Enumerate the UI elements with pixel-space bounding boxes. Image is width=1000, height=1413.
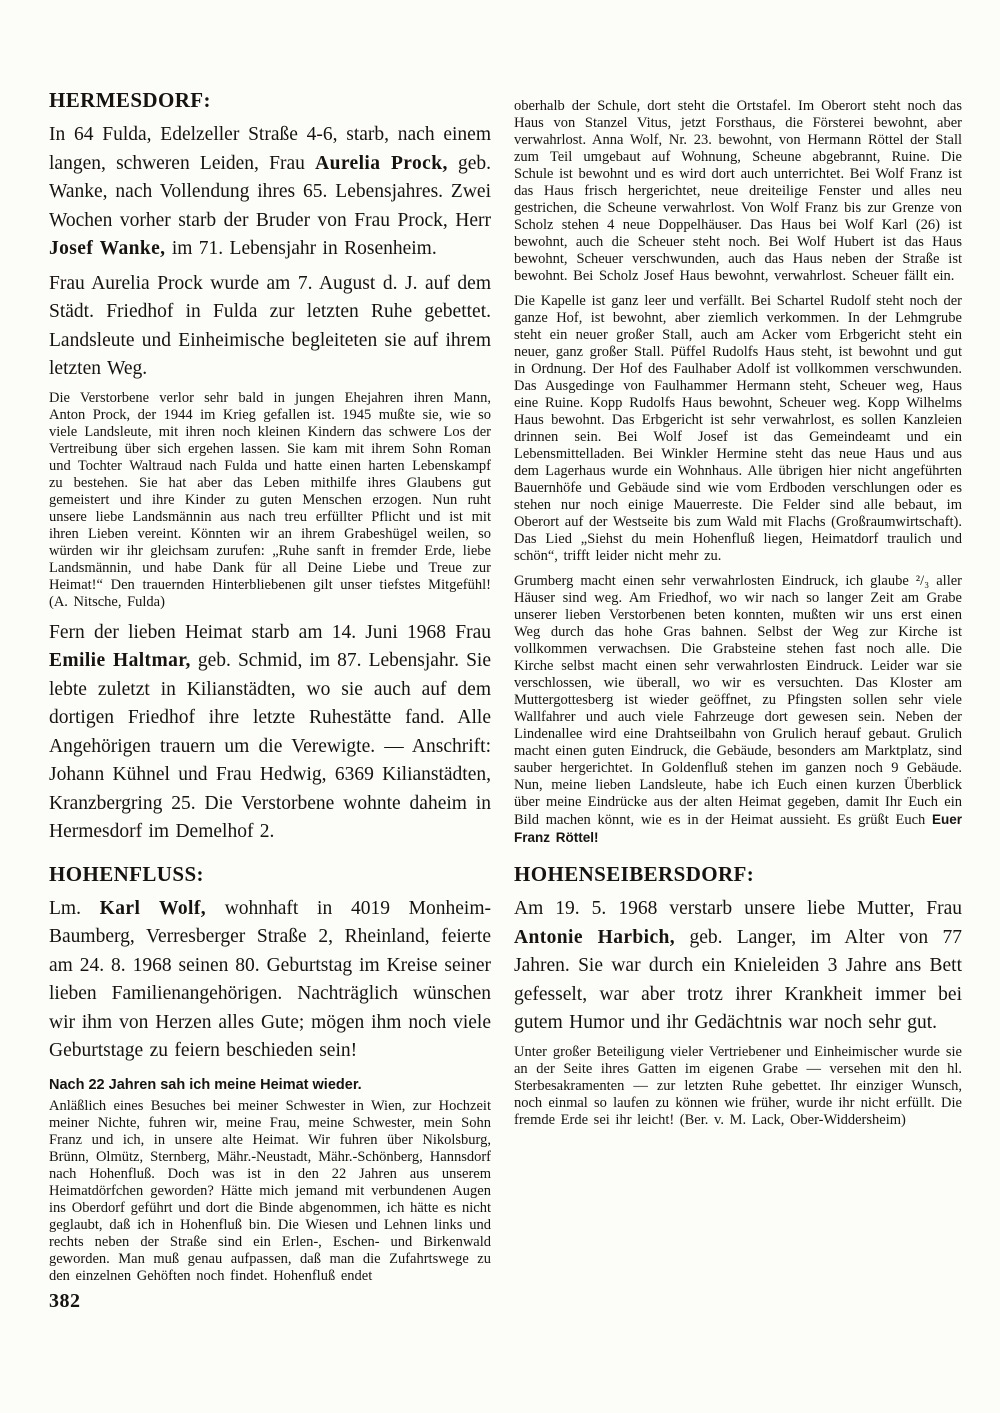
left-column (49, 88, 491, 1293)
bold-name: Josef Wanke, (49, 238, 166, 260)
text-run: wohnhaft in 4019 Monheim-Baumberg, Verresberger Straße 2, Rheinland, feierte am 24. 8. 1968 seinen 80. Geburtstag im Kreise seiner lieben Familienangehörigen. Nachträglich wünschen wir ihm von Herzen alles Gute; mögen ihm noch viele Geburtstage zu feiern beschieden sein! (49, 897, 491, 1062)
paragraph-small (514, 293, 962, 565)
text-run: Grumberg macht einen sehr verwahrlosten Eindruck, ich glaube ²/₃ aller Häuser sind weg. Am Friedhof, wo wir nach so langer Zeit am Grabe unserer lieben Verstorbenen beten konnten, mußten wir uns erst einen Weg durch das hohe Gras bahnen. Selbst der Weg zur Kirche ist vollkommen verwachsen. Die Grabsteine stehen fast noch alle. Die Kirche selbst macht einen sehr verwahrlosten Eindruck. Leider war sie verschlossen, wie überall, wo wir es versuchten. Das Kloster am Muttergottesberg ist wieder geöffnet, zu Pfingsten sollen sehr viele Wallfahrer und auch viele Fahrzeuge dort gewesen sein. Neben der Lindenallee wird eine Drahtseilbahn von Grulich herauf gebaut. Grulich macht einen guten Eindruck, die Gebäude, besonders am Marktplatz, sind sauber hergerichtet. In Goldenfluß stehen im ganzen noch 9 Gebäude. Nun, meine lieben Landsleute, habe ich Euch einen kurzen Überblick über meine Eindrücke aus der alten Heimat gegeben, damit Ihr Euch ein Bild machen könnt, wie es in der Heimat aussieht. Es grüßt Euch (514, 573, 962, 828)
right-column (514, 94, 962, 1137)
bold-name: Aurelia Prock, (315, 152, 448, 174)
section-heading: HOHENSEIBERSDORF: (514, 862, 755, 886)
paragraph-small (49, 1098, 491, 1285)
bold-name: Karl Wolf, (99, 897, 206, 919)
paragraph-small (49, 390, 491, 611)
paragraph-small (514, 1044, 962, 1129)
paragraph (49, 619, 491, 847)
paragraph-small (514, 573, 962, 847)
bold-name: Antonie Harbich, (514, 926, 676, 948)
bold-name: Emilie Haltmar, (49, 650, 191, 672)
paragraph (514, 895, 962, 1038)
text-run: oberhalb der Schule, dort steht die Ortstafel. Im Oberort steht noch das Haus von Stanzel Vitus, jetzt Forsthaus, die Försterei bewohnt, aber verwahrlost. Anna Wolf, Nr. 23. bewohnt, von Hermann Röttel der Stall zum Teil umgebaut auf Wohnung, Scheune abgebrannt, Ruine. Die Schule ist bewohnt und es wird dort auch unterrichtet. Bei Wolf Franz ist das Haus frisch hergerichtet, neue dreiteilige Fenster und alles neu gestrichen, die Scheune verwahrlost. Von Wolf Franz bis zur Grenze von Scholz stehen 4 neue Doppelhäuser. Das Haus bei Wolf Karl (26) ist bewohnt, auch die Scheuer steht noch. Bei Wolf Hubert ist das Haus bewohnt, Scheuer verschwunden, auch das Haus neben der Straße ist bewohnt. Bei Scholz Josef Haus bewohnt, verwahrlost. Scheuer fällt ein. (514, 98, 962, 284)
text-run: geb. Langer, im Alter von 77 Jahren. Sie war durch ein Knieleiden 3 Jahre ans Bett gefesselt, war aber trotz ihrer Krankheit immer bei gutem Humor und ihr Gedächtnis war noch sehr gut. (514, 926, 962, 1034)
text-run: Lm. (49, 897, 100, 919)
text-run: geb. Wanke, nach Vollendung ihres 65. Lebensjahres. Zwei Wochen vorher starb der Bruder von Frau Prock, Herr (49, 152, 491, 231)
paragraph (49, 121, 491, 264)
text-run: Frau Aurelia Prock wurde am 7. August d. J. auf dem Städt. Friedhof in Fulda zur letzten Ruhe gebettet. Landsleute und Einheimische begleiteten sie auf ihrem letzten Weg. (49, 272, 491, 380)
text-run: Fern der lieben Heimat starb am 14. Juni 1968 Frau (49, 621, 491, 643)
section-heading: HOHENFLUSS: (49, 861, 204, 886)
text-run: Anläßlich eines Besuches bei meiner Schwester in Wien, zur Hochzeit meiner Nichte, fuhren wir, meine Frau, meine Schwester, mein Sohn Franz und ich, in unsere alte Heimat. Wir fuhren über Nikolsburg, Brünn, Olmütz, Sternberg, Mähr.-Neustadt, Mähr.-Schönberg, Hannsdorf nach Hohenfluß. Doch was ist in den 22 Jahren aus unserem Heimatdörfchen geworden? Hätte mich jemand mit verbundenen Augen ins Oberdorf geführt und dort die Binde abgenommen, ich hätte es nicht geglaubt, daß ich in Hohenfluß bin. Die Wiesen und Lehnen links und rechts neben der Straße sind ein Erlen-, Eschen- und Birkenwald geworden. Man muß genau aufpassen, daß man die Zufahrtswege zu den einzelnen Gehöften noch findet. Hohenfluß endet (49, 1097, 491, 1284)
text-run: Die Kapelle ist ganz leer und verfällt. Bei Schartel Rudolf steht noch der ganze Hof, ist bewohnt, aber ziemlich verkommen. In der Lehmgrube steht ein neuer großer Stall, auch am Acker vom Erbgericht steht ein neuer, ganz großer Stall. Püffel Rudolfs Haus steht, ist bewohnt und gut in Ordnung. Der Hof des Faulhaber Adolf ist vollkommen verschwunden. Das Ausgedinge von Faulhammer Hermann steht, Scheuer weg, Haus eine Ruine. Kopp Rudolfs Haus bewohnt, Scheuer weg. Kopp Wilhelms Haus bewohnt. Das Erbgericht ist sehr verwahrlost, es sollen Kanzleien drinnen sein. Bei Wolf Josef ist das Gemeindeamt und ein Lebensmittelladen. Bei Winkler Hermine steht das neue Haus und aus dem Lagerhaus wurde ein Wohnhaus. Alle übrigen hier nicht angeführten Bauernhöfe und Gebäude sind wie vom Erdboden verschlungen oder es stehen nur noch einige Mauerreste. Die Felder sind alle bebaut, im Oberort auf der Westseite bis zum Wald mit Flachs (Großraumwirtschaft). Das Lied „Siehst du mein Hohenfluß liegen, Heimatdorf traulich und schön“, trifft leider nicht mehr zu. (514, 293, 962, 564)
section-heading: HERMESDORF: (49, 88, 211, 112)
text-run: im 71. Lebensjahr in Rosenheim. (165, 238, 437, 260)
paragraph-small (514, 98, 962, 285)
text-run: Die Verstorbene verlor sehr bald in jungen Ehejahren ihren Mann, Anton Prock, der 1944 im Krieg gefallen ist. 1945 mußte sie, wie so viele Landsleute, mit ihren noch kleinen Kindern das schwere Los der Vertreibung über sich ergehen lassen. Sie kam mit ihrem Sohn Roman und Tochter Waltraud nach Fulda und hatte einen harten Lebenskampf zu bestehen. Sie hat aber das Leben mithilfe ihres Glaubens gut gemeistert und ihre Kinder zu guten Menschen erzogen. Nun ruht unsere liebe Landsmännin aus nach treu erfüllter Pflicht und ist mit ihren Lieben vereint. Könnten wir an ihrem Grabeshügel weilen, so würden wir ihr gleichsam zurufen: „Ruhe sanft in fremder Erde, liebe Landsmännin, und habe Dank für all Deine Liebe und Treue zur Heimat!“ Den trauernden Hinterbliebenen gilt unser tiefstes Mitgefühl! (A. Nitsche, Fulda) (49, 389, 491, 610)
text-run: Unter großer Beteiligung vieler Vertriebener und Einheimischer wurde sie an der Seite ihres Gatten im eigenen Grabe — versehen mit den hl. Sterbesakramenten — zur letzten Ruhe gebettet. Ihr einziger Wunsch, noch einmal so laufen zu können wie früher, wurde ihr nicht erfüllt. Die fremde Erde sei ihr leicht! (Ber. v. M. Lack, Ober-Widdersheim) (514, 1043, 962, 1128)
text-run: In 64 Fulda, Edelzeller Straße 4-6, starb, nach einem langen, schweren Leiden, Frau (49, 124, 491, 174)
text-run: Am 19. 5. 1968 verstarb unsere liebe Mutter, Frau (514, 898, 962, 920)
paragraph (49, 270, 491, 384)
paragraph (49, 895, 491, 1066)
text-run: geb. Schmid, im 87. Lebensjahr. Sie lebte zuletzt in Kilianstädten, wo sie auch auf dem dortigen Friedhof ihre letzte Ruhestätte fand. Alle Angehörigen trauern um die Verewigte. — Anschrift: Johann Kühnel und Frau Hedwig, 6369 Kilianstädten, Kranzbergring 25. Die Verstorbene wohnte daheim in Hermesdorf im Demelhof 2. (49, 650, 491, 843)
bold-name: Euer Franz Röttel! (514, 812, 962, 845)
article-subheading: Nach 22 Jahren sah ich meine Heimat wieder. (49, 1076, 362, 1093)
page-number: 382 (49, 1290, 81, 1312)
